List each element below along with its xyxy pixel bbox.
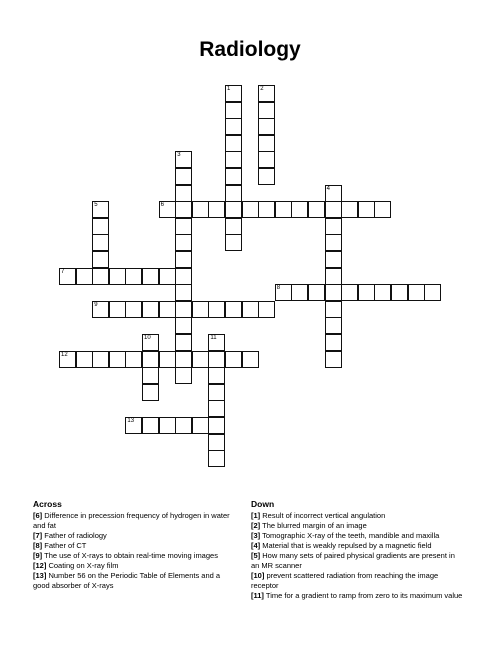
grid-cell[interactable] xyxy=(408,284,425,301)
grid-cell[interactable] xyxy=(258,85,275,102)
grid-cell[interactable] xyxy=(225,135,242,152)
grid-cell[interactable] xyxy=(175,201,192,218)
grid-cell[interactable] xyxy=(192,351,209,368)
grid-cell[interactable] xyxy=(391,284,408,301)
grid-cell[interactable] xyxy=(175,367,192,384)
grid-cell[interactable] xyxy=(225,351,242,368)
clue-number: [1] xyxy=(251,511,261,520)
clue-text: Father of radiology xyxy=(44,531,107,540)
grid-cell[interactable] xyxy=(142,334,159,351)
grid-cell[interactable] xyxy=(225,168,242,185)
down-clue xyxy=(251,511,463,521)
grid-cell[interactable] xyxy=(92,268,109,285)
grid-cell[interactable] xyxy=(192,417,209,434)
clue-text: Number 56 on the Periodic Table of Elements and a good absorber of X-rays xyxy=(33,571,221,590)
cell-number: 4 xyxy=(326,185,330,192)
grid-cell[interactable] xyxy=(142,301,159,318)
across-clue xyxy=(33,571,238,591)
grid-cell[interactable] xyxy=(208,450,225,467)
grid-cell[interactable] xyxy=(208,400,225,417)
across-clue xyxy=(33,541,238,551)
grid-cell[interactable] xyxy=(175,218,192,235)
grid-cell[interactable] xyxy=(192,201,209,218)
clue-text: Tomographic X-ray of the teeth, mandible and maxilla xyxy=(262,531,440,540)
grid-cell[interactable] xyxy=(225,185,242,202)
grid-cell[interactable] xyxy=(142,351,159,368)
grid-cell[interactable] xyxy=(225,234,242,251)
grid-cell[interactable] xyxy=(325,185,342,202)
clue-text: How many sets of paired physical gradients are present in an MR scanner xyxy=(251,551,455,570)
down-clue xyxy=(251,571,463,591)
grid-cell[interactable] xyxy=(325,334,342,351)
cell-number: 8 xyxy=(276,285,281,292)
grid-cell[interactable] xyxy=(109,351,126,368)
grid-cell[interactable] xyxy=(325,317,342,334)
grid-cell[interactable] xyxy=(142,268,159,285)
clue-text: The use of X-rays to obtain real-time moving images xyxy=(44,551,218,560)
grid-cell[interactable] xyxy=(225,151,242,168)
grid-cell[interactable] xyxy=(258,102,275,119)
grid-cell[interactable] xyxy=(159,301,176,318)
across-clue xyxy=(33,561,238,571)
clue-number: [9] xyxy=(33,551,43,560)
clue-number: [11] xyxy=(251,591,264,600)
down-clue xyxy=(251,551,463,571)
grid-cell[interactable] xyxy=(92,301,109,318)
grid-cell[interactable] xyxy=(225,102,242,119)
grid-cell[interactable] xyxy=(258,118,275,135)
grid-cell[interactable] xyxy=(159,268,176,285)
grid-cell[interactable] xyxy=(308,201,325,218)
across-clue xyxy=(33,511,238,531)
clue-text: prevent scattered radiation from reaching the image receptor xyxy=(251,571,439,590)
grid-cell[interactable] xyxy=(92,351,109,368)
grid-cell[interactable] xyxy=(325,301,342,318)
grid-cell[interactable] xyxy=(142,384,159,401)
grid-cell[interactable] xyxy=(291,201,308,218)
grid-cell[interactable] xyxy=(325,201,342,218)
clue-number: [12] xyxy=(33,561,47,570)
clue-number: [13] xyxy=(33,571,47,580)
down-clue xyxy=(251,531,463,541)
cell-number: 2 xyxy=(260,86,264,92)
clue-text: Result of incorrect vertical angulation xyxy=(262,511,386,520)
grid-cell[interactable] xyxy=(175,351,192,368)
grid-cell[interactable] xyxy=(325,251,342,268)
grid-cell[interactable] xyxy=(92,251,109,268)
grid-cell[interactable] xyxy=(175,168,192,185)
cell-number: 11 xyxy=(210,335,217,341)
grid-cell[interactable] xyxy=(208,351,225,368)
down-clue xyxy=(251,591,463,601)
grid-cell[interactable] xyxy=(291,284,308,301)
grid-cell[interactable] xyxy=(175,301,192,318)
clue-number: [7] xyxy=(33,531,43,540)
grid-cell[interactable] xyxy=(225,301,242,318)
grid-cell[interactable] xyxy=(208,384,225,401)
grid-cell[interactable] xyxy=(325,284,342,301)
grid-cell[interactable] xyxy=(225,118,242,135)
down-clue xyxy=(251,541,463,551)
grid-cell[interactable] xyxy=(92,218,109,235)
clue-text: Coating on X-ray film xyxy=(48,561,119,570)
grid-cell[interactable] xyxy=(175,317,192,334)
grid-cell[interactable] xyxy=(275,201,292,218)
clue-number: [4] xyxy=(251,541,261,550)
grid-cell[interactable] xyxy=(92,234,109,251)
grid-cell[interactable] xyxy=(358,201,375,218)
grid-cell[interactable] xyxy=(341,284,358,301)
grid-cell[interactable] xyxy=(325,351,342,368)
grid-cell[interactable] xyxy=(159,351,176,368)
clue-number: [8] xyxy=(33,541,43,550)
grid-cell[interactable] xyxy=(208,417,225,434)
grid-cell[interactable] xyxy=(258,301,275,318)
clue-text: Difference in precession frequency of hydrogen in water and fat xyxy=(33,511,230,530)
across-clues xyxy=(33,499,238,591)
grid-cell[interactable] xyxy=(208,334,225,351)
grid-cell[interactable] xyxy=(358,284,375,301)
across-clue xyxy=(33,531,238,541)
grid-cell[interactable] xyxy=(175,234,192,251)
grid-cell[interactable] xyxy=(374,284,391,301)
clue-number: [5] xyxy=(251,551,261,560)
cell-number: 10 xyxy=(144,335,151,341)
across-clue xyxy=(33,551,238,561)
cell-number: 5 xyxy=(94,202,98,209)
down-heading: Down xyxy=(251,499,275,509)
puzzle-title: Radiology xyxy=(199,38,301,61)
grid-cell[interactable] xyxy=(258,201,275,218)
grid-cell[interactable] xyxy=(175,417,192,434)
grid-cell[interactable] xyxy=(125,351,142,368)
clue-text: The blurred margin of an image xyxy=(262,521,367,530)
grid-cell[interactable] xyxy=(59,351,76,368)
grid-cell[interactable] xyxy=(225,201,242,218)
down-clue xyxy=(251,521,463,531)
grid-cell[interactable] xyxy=(208,201,225,218)
grid-cell[interactable] xyxy=(325,268,342,285)
grid-cell[interactable] xyxy=(125,417,142,434)
grid-cell[interactable] xyxy=(208,434,225,451)
grid-cell[interactable] xyxy=(192,301,209,318)
grid-cell[interactable] xyxy=(258,151,275,168)
clue-text: Material that is weakly repulsed by a magnetic field xyxy=(262,541,432,550)
grid-cell[interactable] xyxy=(109,301,126,318)
clue-number: [6] xyxy=(33,511,43,520)
grid-cell[interactable] xyxy=(175,268,192,285)
grid-cell[interactable] xyxy=(142,367,159,384)
grid-cell[interactable] xyxy=(92,201,109,218)
clue-text: Father of CT xyxy=(44,541,87,550)
grid-cell[interactable] xyxy=(76,351,93,368)
grid-cell[interactable] xyxy=(308,284,325,301)
grid-cell[interactable] xyxy=(175,251,192,268)
cell-number: 7 xyxy=(61,268,65,275)
cell-number: 1 xyxy=(227,86,231,92)
across-clue-list xyxy=(33,511,238,591)
across-heading: Across xyxy=(33,499,62,509)
clue-number: [2] xyxy=(251,521,261,530)
grid-cell[interactable] xyxy=(424,284,441,301)
clue-number: [10] xyxy=(251,571,265,580)
grid-cell[interactable] xyxy=(258,168,275,185)
cell-number: 12 xyxy=(61,351,68,358)
grid-cell[interactable] xyxy=(374,201,391,218)
grid-cell[interactable] xyxy=(325,218,342,235)
cell-number: 3 xyxy=(177,152,181,159)
cell-number: 6 xyxy=(160,202,164,209)
grid-cell[interactable] xyxy=(275,284,292,301)
grid-cell[interactable] xyxy=(325,234,342,251)
grid-cell[interactable] xyxy=(175,151,192,168)
grid-cell[interactable] xyxy=(258,135,275,152)
grid-cell[interactable] xyxy=(142,417,159,434)
grid-cell[interactable] xyxy=(125,301,142,318)
grid-cell[interactable] xyxy=(159,201,176,218)
grid-cell[interactable] xyxy=(242,201,259,218)
grid-cell[interactable] xyxy=(242,301,259,318)
grid-cell[interactable] xyxy=(225,85,242,102)
grid-cell[interactable] xyxy=(125,268,142,285)
clue-text: Time for a gradient to ramp from zero to its maximum value xyxy=(265,591,463,600)
cell-number: 9 xyxy=(94,301,98,308)
grid-cell[interactable] xyxy=(175,284,192,301)
grid-cell[interactable] xyxy=(341,201,358,218)
cell-number: 13 xyxy=(127,418,135,424)
grid-cell[interactable] xyxy=(109,268,126,285)
grid-cell[interactable] xyxy=(59,268,76,285)
clue-number: [3] xyxy=(251,531,261,540)
down-clues xyxy=(251,499,463,601)
down-clue-list xyxy=(251,511,463,601)
grid-cell[interactable] xyxy=(208,367,225,384)
grid-cell[interactable] xyxy=(159,417,176,434)
grid-cell[interactable] xyxy=(175,185,192,202)
grid-cell[interactable] xyxy=(175,334,192,351)
grid-cell[interactable] xyxy=(208,301,225,318)
grid-cell[interactable] xyxy=(225,218,242,235)
grid-cell[interactable] xyxy=(242,351,259,368)
grid-cell[interactable] xyxy=(76,268,93,285)
